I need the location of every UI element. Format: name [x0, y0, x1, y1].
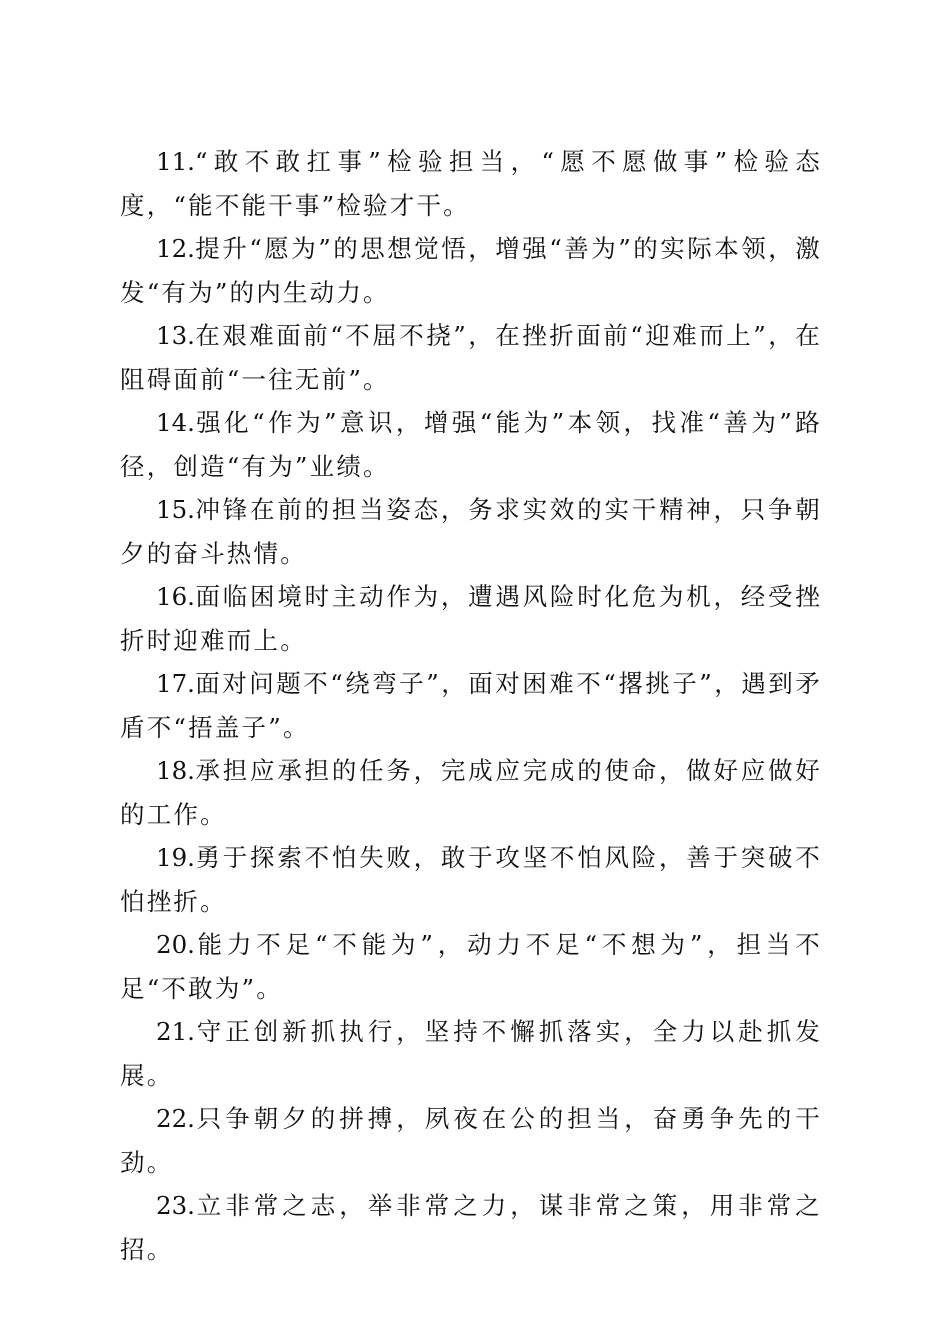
document-body: [120, 140, 822, 1271]
item-text: 面对问题不“绕弯子”，面对困难不“撂挑子”，遇到矛盾不“捂盖子”。: [120, 669, 822, 742]
list-item: [120, 488, 822, 575]
list-item: [120, 140, 822, 227]
item-number: 13.: [156, 321, 195, 350]
item-number: 23.: [156, 1191, 195, 1220]
list-item: [120, 662, 822, 749]
item-text: 提升“愿为”的思想觉悟，增强“善为”的实际本领，激发“有为”的内生动力。: [120, 234, 822, 307]
item-text: 面临困境时主动作为，遭遇风险时化危为机，经受挫折时迎难而上。: [120, 582, 822, 655]
item-number: 22.: [156, 1104, 195, 1133]
item-number: 11.: [156, 147, 195, 176]
item-text: 守正创新抓执行，坚持不懈抓落实，全力以赴抓发展。: [120, 1017, 822, 1090]
list-item: [120, 1184, 822, 1271]
list-item: [120, 836, 822, 923]
item-text: 承担应承担的任务，完成应完成的使命，做好应做好的工作。: [120, 756, 822, 829]
list-item: [120, 1010, 822, 1097]
list-item: [120, 401, 822, 488]
list-item: [120, 923, 822, 1010]
item-number: 16.: [156, 582, 195, 611]
list-item: [120, 575, 822, 662]
item-text: 强化“作为”意识，增强“能为”本领，找准“善为”路径，创造“有为”业绩。: [120, 408, 822, 481]
item-text: 在艰难面前“不屈不挠”，在挫折面前“迎难而上”，在阻碍面前“一往无前”。: [120, 321, 822, 394]
item-number: 19.: [156, 843, 195, 872]
list-item: [120, 314, 822, 401]
item-number: 18.: [156, 756, 195, 785]
list-item: [120, 1097, 822, 1184]
list-item: [120, 749, 822, 836]
item-text: 只争朝夕的拼搏，夙夜在公的担当，奋勇争先的干劲。: [120, 1104, 822, 1177]
item-number: 20.: [156, 930, 195, 959]
item-text: 能力不足“不能为”，动力不足“不想为”，担当不足“不敢为”。: [120, 930, 822, 1003]
item-text: “敢不敢扛事”检验担当，“愿不愿做事”检验态度，“能不能干事”检验才干。: [120, 147, 822, 220]
item-number: 12.: [156, 234, 195, 263]
list-item: [120, 227, 822, 314]
item-text: 立非常之志，举非常之力，谋非常之策，用非常之招。: [120, 1191, 822, 1264]
item-number: 17.: [156, 669, 195, 698]
item-number: 14.: [156, 408, 195, 437]
item-number: 15.: [156, 495, 195, 524]
item-number: 21.: [156, 1017, 195, 1046]
item-text: 勇于探索不怕失败，敢于攻坚不怕风险，善于突破不怕挫折。: [120, 843, 822, 916]
item-text: 冲锋在前的担当姿态，务求实效的实干精神，只争朝夕的奋斗热情。: [120, 495, 822, 568]
